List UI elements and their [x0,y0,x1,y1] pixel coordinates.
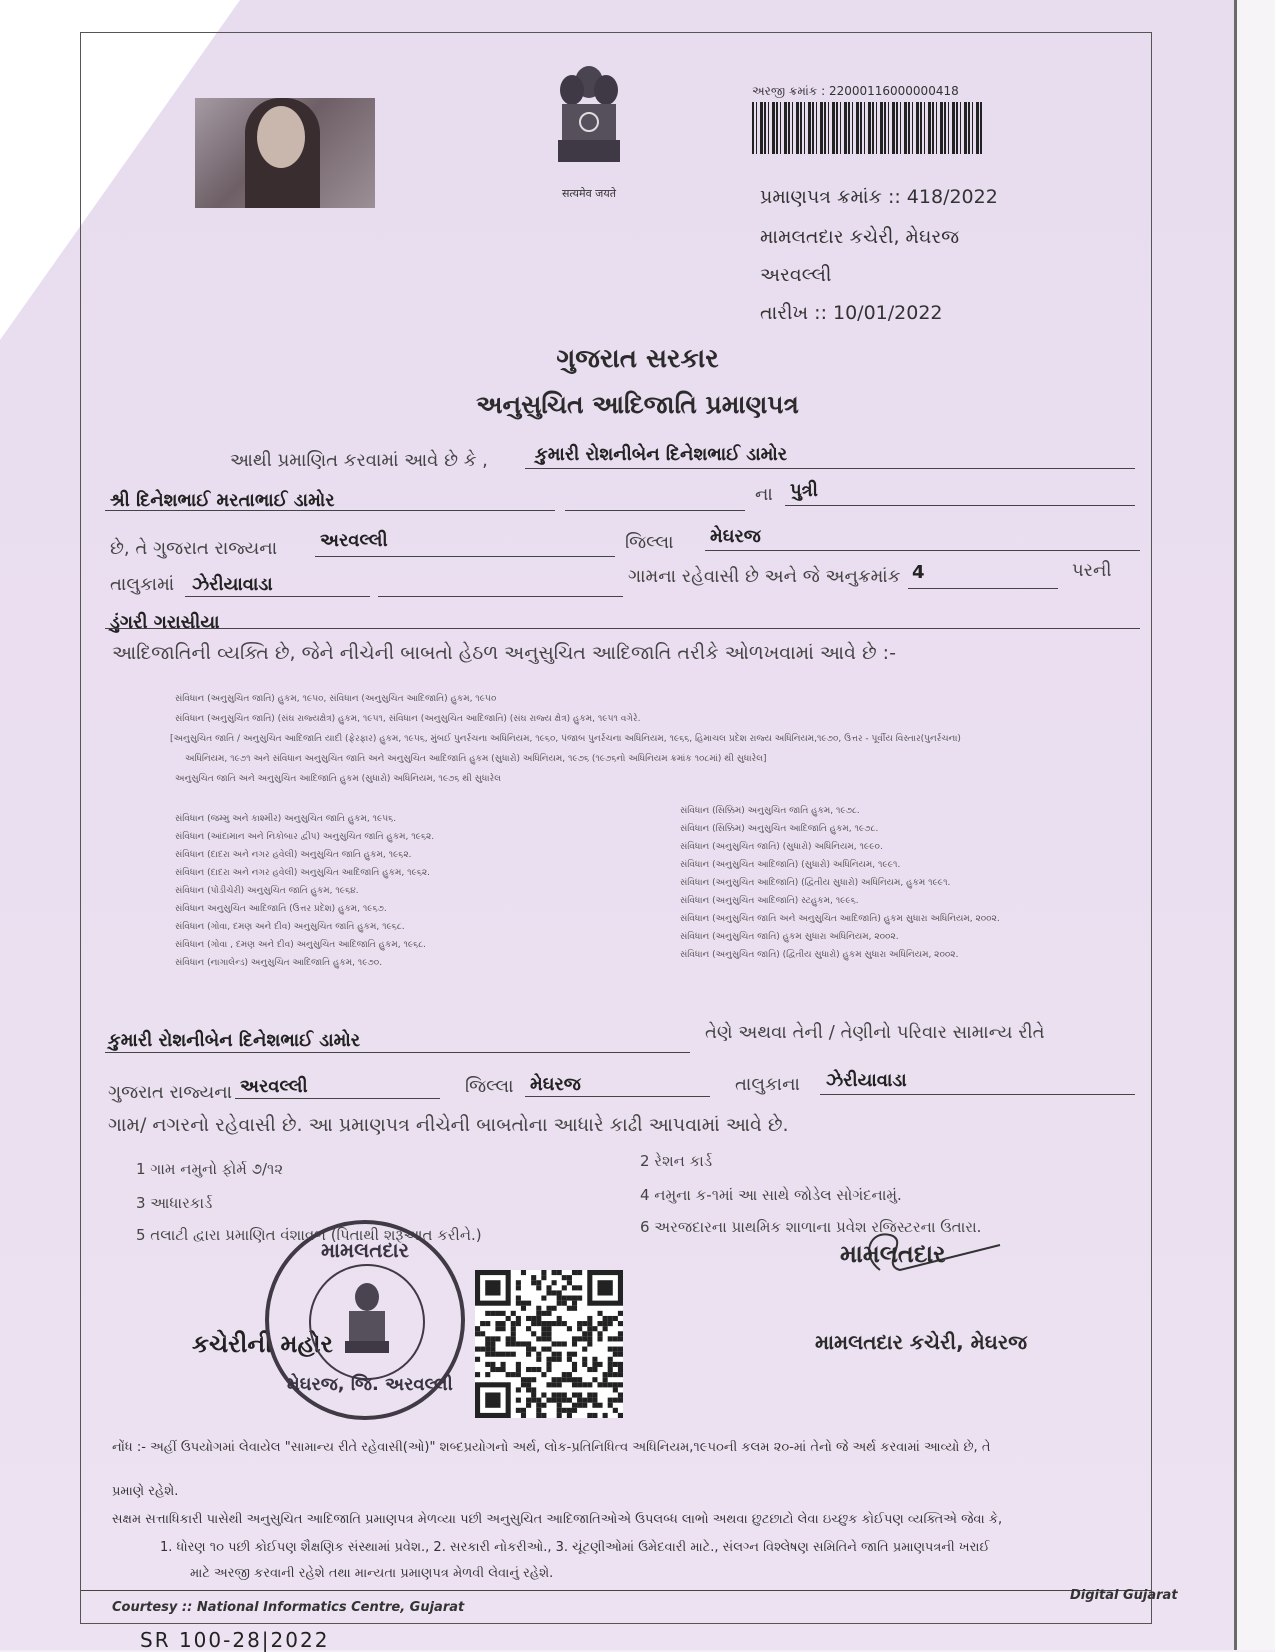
document-3: 3 આધારકાર્ડ [136,1194,213,1212]
note-3: 1. ધોરણ ૧૦ પછી કોઈપણ શૈક્ષણિક સંસ્થામાં પ્રવેશ., 2. સરકારી નોકરીઓ., 3. ચૂંટણીઓમાં ઉમેદવારી માટે., સંલગ્ન વિશ્લેષણ સમિતિને જાતિ પ્રમાણપત્રની ખરાઈ [160,1540,990,1555]
father-name: શ્રી દિનેશભાઈ મરતાભાઈ ડામોર [110,490,335,511]
taluka-label: તાલુકામાં [110,574,175,595]
family-text: તેણે અથવા તેની / તેણીનો પરિવાર સામાન્ય રીતે [705,1022,1045,1043]
resident-name: કુમારી રોશનીબેન દિનેશભાઈ ડામોર [108,1030,361,1051]
state-label: છે, તે ગુજરાત રાજ્યના [110,538,278,559]
note-4: માટે અરજી કરવાની રહેશે તથા માન્યતા પ્રમાણપત્ર મેળવી લેવાનું રહેશે. [190,1566,554,1581]
emblem-caption: सत्यमेव जयते [561,187,616,200]
certificate-number: પ્રમાણપત્ર ક્રમાંક :: 418/2022 [760,186,998,208]
residence-district-label: જિલ્લા [465,1076,514,1097]
note-1-continued: પ્રમાણે રહેશે. [112,1484,179,1499]
order-item: સંવિધાન (દાદરા અને નગર હવેલી) અનુસુચિત જાતિ હુકમ, ૧૯૬૨. [175,850,412,860]
stamp-emblem-icon [339,1279,395,1359]
residence-statement: ગામ/ નગરનો રહેવાસી છે. આ પ્રમાણપત્ર નીચેની બાબતોના આધારે કાઢી આપવામાં આવે છે. [108,1114,789,1136]
order-item: સંવિધાન અનુસુચિત આદિજાતિ (ઉત્તર પ્રદેશ) હુકમ, ૧૯૬૭. [175,904,387,914]
order-item: સંવિધાન (અનુસુચિત જાતિ) (દ્વિતીય સુધારો) હુકમ સુધારા અધિનિયમ, ૨૦૦૨. [680,950,959,960]
government-title: ગુજરાત સરકાર [556,344,719,374]
district-label: જિલ્લા [625,532,674,553]
courtesy-text: Courtesy :: National Informatics Centre, Gujarat [112,1600,465,1615]
document-6: 6 અરજદારના પ્રાથમિક શાળાના પ્રવેશ રજિસ્ટરના ઉતારા. [640,1218,982,1236]
intro-text: આથી પ્રમાણિત કરવામાં આવે છે કે , [230,450,488,471]
order-item: સંવિધાન (પોંડીચેરી) અનુસુચિત જાતિ હુકમ, ૧૯૬૪. [175,886,359,896]
qr-code [475,1270,623,1418]
residence-taluka-label: તાલુકાના [735,1074,800,1095]
document-4: 4 નમુના ક-૧માં આ સાથે જોડેલ સોગંદનામું. [640,1186,902,1204]
order-item: સંવિધાન (અનુસુચિત જાતિ) (સંઘ રાજ્યક્ષેત્ર) હુકમ, ૧૯૫૧, સંવિધાન (અનુસુચિત આદિજાતિ) (સંઘ રાજ્ય ક્ષેત્ર) હુકમ, ૧૯૫૧ વગેરે. [175,714,641,724]
residence-district-value: અરવલ્લી [240,1076,308,1097]
order-item: સંવિધાન (અનુસુચિત આદિજાતિ) સ્ટહુકમ, ૧૯૯૬. [680,896,859,906]
order-item: સંવિધાન (અનુસુચિત આદિજાતિ) (દ્વિતીય સુધારો) અધિનિયમ, હુકમ ૧૯૯૧. [680,878,951,888]
office-seal-label: કચેરીની મહોર [192,1330,333,1358]
order-item: અધિનિયમ, ૧૯૭૧ અને સંવિધાન અનુસુચિત જાતિ અને અનુસુચિત આદિજાતિ હુકમ (સુધારો) અધિનિયમ, ૧૯૭૬ (૧૯૭૬નો અધિનિયમ ક્રમાંક ૧૦૮માં) થી સુધારેલ] [185,754,767,764]
residence-village-value: ઝેરીયાવાડા [826,1070,907,1091]
taluka-value: મેઘરજ [710,526,761,547]
office-stamp [265,1220,465,1420]
tribe-statement: આદિજાતિની વ્યક્તિ છે, જેને નીચેની બાબતો હેઠળ અનુસુચિત આદિજાતિ તરીકે ઓળખવામાં આવે છે :- [112,642,896,664]
order-item: સંવિધાન (અનુસુચિત જાતિ અને અનુસુચિત આદિજાતિ) હુકમ સુધારા અધિનિયમ, ૨૦૦૨. [680,914,1000,924]
signatory-office: મામલતદાર કચેરી, મેઘરજ [815,1330,1028,1354]
na-label: ના [755,484,773,505]
certificate-title: અનુસુચિત આદિજાતિ પ્રમાણપત્ર [476,390,799,419]
village-value: ઝેરીયાવાડા [192,574,273,595]
order-item: સંવિધાન (અનુસુચિત જાતિ) (સુધારો) અધિનિયમ, ૧૯૯૦. [680,842,883,852]
relation: પુત્રી [790,480,818,501]
serial-suffix: પરની [1072,560,1112,581]
applicant-name: કુમારી રોશનીબેન દિનેશભાઈ ડામોર [535,444,788,465]
order-item: સંવિધાન (સિક્કિમ) અનુસુચિત આદિજાતિ હુકમ, ૧૯૭૮. [680,824,879,834]
issuing-district: અરવલ્લી [760,264,832,286]
serial-number: 4 [912,562,925,583]
issuing-office: મામલતદાર કચેરી, મેઘરજ [760,226,960,248]
order-item: સંવિધાન (ગોવા, દમણ અને દીવ) અનુસુચિત જાતિ હુકમ, ૧૯૬૮. [175,922,405,932]
order-item: સંવિધાન (ગોવા , દમણ અને દીવ) અનુસુચિત આદિજાતિ હુકમ, ૧૯૬૮. [175,940,427,950]
order-item: સંવિધાન (અનુસુચિત જાતિ) હુકમ સુધારા અધિનિયમ, ૨૦૦૨. [680,932,899,942]
signatory-title: મામલતદાર [840,1240,946,1268]
note-2: સક્ષમ સત્તાધિકારી પાસેથી અનુસુચિત આદિજાતિ પ્રમાણપત્ર મેળવ્યા પછી અનુસુચિત આદિજાતિઓએ ઉપલબ્ધ લાભો અથવા છુટછાટો લેવા ઇચ્છુક કોઈપણ વ્યક્તિએ જેવા કે, [112,1512,1003,1527]
order-item: સંવિધાન (નાગાલેન્ડ) અનુસુચિત આદિજાતિ હુકમ, ૧૯૭૦. [175,958,383,968]
order-item: અનુસુચિત જાતિ અને અનુસુચિત આદિજાતિ હુકમ (સુધારો) અધિનિયમ, ૧૯૭૬ થી સુધારેલ [175,774,501,784]
stamp-ring-bottom: મેઘરજ, જિ. અરવલ્લી [287,1374,453,1395]
order-item: સંવિધાન (જમ્મુ અને કાશ્મીર) અનુસુચિત જાતિ હુકમ, ૧૯૫૬. [175,814,397,824]
document-5: 5 તલાટી દ્વારા પ્રમાણિત વંશાવળ (પિતાથી શરૂઆત કરીને.) [136,1226,482,1244]
order-item: સંવિધાન (અનુસુચિત જાતિ) હુકમ, ૧૯૫૦, સંવિધાન (અનુસુચિત આદિજાતિ) હુકમ, ૧૯૫૦ [175,694,497,704]
residence-state-label: ગુજરાત રાજ્યના [108,1082,233,1103]
order-item: સંવિધાન (દાદરા અને નગર હવેલી) અનુસુચિત આદિજાતિ હુકમ, ૧૯૬૨. [175,868,431,878]
application-number: અરજી ક્રમાંક : 22000116000000418 [752,84,959,98]
brand-text: Digital Gujarat [1070,1588,1178,1603]
scan-edge [1234,0,1275,1650]
ashoka-emblem-icon [552,62,626,172]
document-1: 1 ગામ નમુનો ફોર્મ ૭/૧૨ [136,1160,284,1178]
resident-label: ગામના રહેવાસી છે અને જે અનુક્રમાંક [628,566,901,587]
residence-taluka-value: મેઘરજ [530,1074,581,1095]
order-item: સંવિધાન (સિક્કિમ) અનુસુચિત જાતિ હુકમ, ૧૯૭૮. [680,806,860,816]
applicant-photo [195,98,375,208]
handwritten-number: SR 100-28|2022 [140,1628,330,1652]
order-item: [અનુસુચિત જાતિ / અનુસુચિત આદિજાતિ યાદી (ફેરફાર) હુકમ, ૧૯૫૬, મુંબઈ પુનર્રચના અધિનિયમ, ૧૯૬૦, પંજાબ પુનર્રચના અધિનિયમ, ૧૯૬૬, હિમાચલ પ્રદેશ રાજ્ય અધિનિયમ,૧૯૭૦, ઉત્તર - પૂર્વીય વિસ્તાર(પુનર્રચના) [170,734,961,744]
district-value: અરવલ્લી [320,530,388,551]
barcode [752,102,982,154]
stamp-ring-top: મામલતદાર [321,1238,409,1262]
tribe-name: ડુંગરી ગરાસીયા [110,612,220,633]
note-1: નોંધ :- અહીં ઉપયોગમાં લેવાયેલ "સામાન્ય રીતે રહેવાસી(ઓ)" શબ્દપ્રયોગનો અર્થ, લોક-પ્રતિનિધિત્વ અધિનિયમ,૧૯૫૦ની કલમ ૨૦-માં તેનો જે અર્થ કરવામાં આવ્યો છે, તે [112,1440,991,1455]
issue-date: તારીખ :: 10/01/2022 [760,302,943,324]
order-item: સંવિધાન (આંદામાન અને નિકોબાર દ્વીપ) અનુસુચિત જાતિ હુકમ, ૧૯૬૨. [175,832,435,842]
order-item: સંવિધાન (અનુસુચિત આદિજાતિ) (સુધારો) અધિનિયમ, ૧૯૯૧. [680,860,901,870]
document-2: 2 રેશન કાર્ડ [640,1152,713,1170]
